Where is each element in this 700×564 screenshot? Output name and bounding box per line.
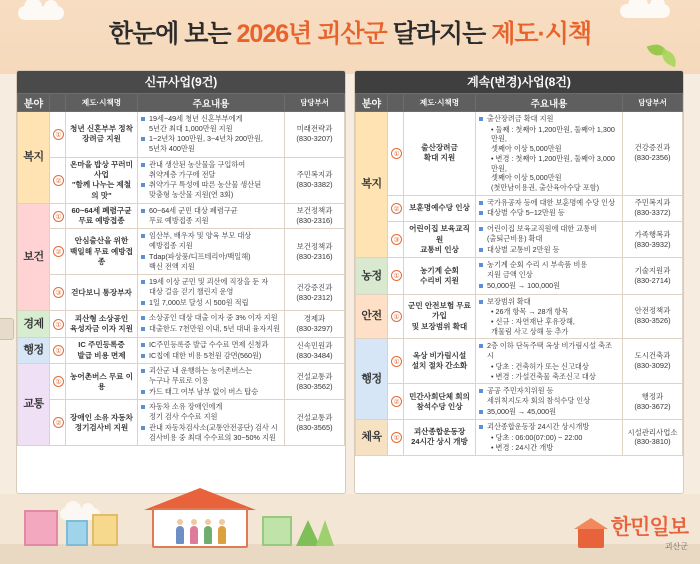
program-detail: IC주민등록증 발급 수수료 면제 신청과 [141, 340, 281, 350]
dept-line: (830-3372) [634, 208, 671, 218]
program-detail: • 당초 : 건축허가 또는 신고대상 [491, 361, 589, 371]
program-dept [623, 294, 683, 339]
row-number: ① [50, 337, 66, 363]
panel-heading-continuing: 계속(변경)사업(8건) [355, 71, 683, 93]
title-highlight1: 2026년 괴산군 [236, 20, 387, 48]
row-number: ① [50, 364, 66, 400]
row-number: ① [50, 311, 66, 337]
table-row [18, 275, 345, 311]
dept-line: 행정과 [641, 391, 664, 401]
program-dept [285, 275, 345, 311]
dept-line: 신속민원과 [296, 340, 333, 350]
column-header-dept: 담당부서 [285, 94, 345, 112]
column-header-field: 분야 [18, 94, 50, 112]
table-row [356, 195, 683, 221]
publisher-logo [611, 511, 688, 552]
row-number: ③ [50, 275, 66, 311]
house-roof-icon [144, 488, 256, 510]
dept-line: 건설교통과 [296, 412, 333, 422]
field-cell: 행정 [356, 339, 388, 420]
dept-line: 건강증진과 [634, 143, 671, 153]
table-header-row [18, 94, 345, 112]
program-name: 보훈명예수당 인상 [404, 195, 476, 221]
table-row [18, 337, 345, 363]
table-row [356, 384, 683, 420]
dept-line: (830-3207) [296, 134, 333, 144]
dept-line: (830-3672) [634, 401, 671, 411]
dept-line: (830-2714) [634, 275, 671, 285]
program-detail: 공공 주민자치위원 등 세위칙지도자 회의 참석수당 인상 [479, 386, 619, 405]
table-continuing-programs [355, 93, 683, 456]
program-dept [285, 311, 345, 337]
program-dept [285, 337, 345, 363]
person-icon [190, 526, 198, 544]
dept-line: (830-3484) [296, 350, 333, 360]
program-name: 군민 안전보험 무료가입 및 보장범위 확대 [404, 294, 476, 339]
column-header-name: 제도·시책명 [404, 94, 476, 112]
field-cell: 경제 [18, 311, 50, 337]
program-dept [623, 384, 683, 420]
row-number: ① [388, 112, 404, 196]
table-row [356, 222, 683, 258]
program-name: 옥상 비가림시설 설치 절차 간소화 [404, 339, 476, 384]
building-icon [262, 516, 292, 546]
row-number: ① [388, 294, 404, 339]
table-row [356, 112, 683, 196]
building-icon [24, 510, 58, 546]
program-detail: 2층 이하 단독주택 옥상 비가림시설 축조 시 [479, 341, 619, 360]
page-title [0, 14, 700, 50]
program-name: 장애인 소유 자동차 정기검사비 지원 [66, 400, 138, 446]
program-detail: 소상공인 대상 대출 이자 중 3% 이자 지원 [141, 313, 281, 323]
table-row [356, 294, 683, 339]
program-name: 민간사회단체 회의 참석수당 인상 [404, 384, 476, 420]
program-name: 농어촌버스 무료 이용 [66, 364, 138, 400]
program-detail: 임산부, 배우자 및 양육 부모 대상 예방접종 지원 [141, 231, 281, 250]
table-row [18, 311, 345, 337]
title-highlight2: 제도·시책 [491, 20, 592, 48]
dept-line: 보건정책과 [296, 241, 333, 251]
program-detail: 19세 이상 군민 및 괴산에 직장을 둔 자 대상 걸음 걷기 챌린지 운영 [141, 277, 281, 296]
dept-line: (830-3526) [634, 316, 671, 326]
dept-line: (830-3810) [634, 437, 671, 447]
program-detail: • 신규 : 자연재난 후유장해, 개물림 사고 상해 등 추가 [491, 316, 575, 336]
program-name: 안심출산을 위한 백일해 무료 예방접종 [66, 229, 138, 275]
row-number: ① [388, 339, 404, 384]
program-dept [285, 112, 345, 158]
field-cell: 복지 [18, 112, 50, 204]
program-detail: 국가유공자 등에 대한 보훈명예 수당 인상 [479, 198, 619, 208]
program-dept [285, 203, 345, 229]
dept-line: (830-2356) [634, 153, 671, 163]
row-number: ② [388, 195, 404, 221]
program-detail: • 둘째 : 첫째아 1,200만원, 둘째아 1,300만원, 셋째아 이상 5,000만원 [491, 124, 615, 154]
logo-name: 한민일보 [610, 516, 688, 539]
program-main [138, 229, 285, 275]
program-main [138, 275, 285, 311]
side-tab-decoration [0, 318, 14, 340]
column-header-number [388, 94, 404, 112]
program-main [138, 157, 285, 203]
program-main [476, 294, 623, 339]
field-cell: 복지 [356, 112, 388, 258]
panel-heading-new: 신규사업(9건) [17, 71, 345, 93]
program-dept [623, 258, 683, 294]
program-name: IC 주민등록증 발급 비용 면제 [66, 337, 138, 363]
column-header-main: 주요내용 [476, 94, 623, 112]
dept-line: 보건정책과 [296, 206, 333, 216]
table-row [18, 364, 345, 400]
dept-line: (830-3092) [634, 361, 671, 371]
row-number: ② [50, 400, 66, 446]
title-part2: 달라지는 [386, 20, 492, 48]
program-detail: 출산장려금 확대 지원 [479, 114, 619, 124]
program-detail: 자동차 소유 장애인에게 정기 검사 수수료 지원 [141, 402, 281, 421]
title-part1: 한눈에 보는 [108, 20, 237, 48]
program-name: 괴산형 소상공인 육성자금 이자 지원 [66, 311, 138, 337]
program-main [138, 112, 285, 158]
program-main [476, 384, 623, 420]
column-header-number [50, 94, 66, 112]
dept-line: 건강증진과 [296, 282, 333, 292]
field-cell: 농정 [356, 258, 388, 294]
table-row [356, 258, 683, 294]
program-detail: 관내 자동차검사소(교통안전공단) 검사 시 검사비용 중 최대 수수료의 30~50% 지원 [141, 423, 281, 442]
program-name: 걷다보니 통장부자 [66, 275, 138, 311]
field-cell: 안전 [356, 294, 388, 339]
program-detail: 카드 태그 여부 남부 없이 버스 탑승 [141, 387, 281, 397]
tree-icon [316, 520, 334, 546]
field-cell: 교통 [18, 364, 50, 446]
program-main [138, 364, 285, 400]
table-row [18, 112, 345, 158]
dept-line: 기술지원과 [634, 265, 671, 275]
program-detail: IC칩에 대한 비용 5천원 감면(560원) [141, 351, 281, 361]
program-detail: • 26개 항목 → 28개 항목 [491, 307, 569, 317]
program-detail: 대상별 수당 5~12만원 등 [479, 208, 619, 218]
person-icon [218, 526, 226, 544]
program-main [476, 195, 623, 221]
program-dept [623, 420, 683, 455]
program-detail: 대상별 교통비 2만원 등 [479, 245, 619, 255]
dept-line: (830-3565) [296, 422, 333, 432]
table-row [18, 203, 345, 229]
person-icon [204, 526, 212, 544]
program-main [138, 203, 285, 229]
program-detail: 50,000원 → 100,000원 [479, 281, 619, 291]
program-main [476, 339, 623, 384]
dept-line: 경제과 [303, 314, 326, 324]
dept-line: (830-3562) [296, 381, 333, 391]
program-detail: • 변경 : 24시간 개방 [491, 442, 554, 452]
building-icon [92, 514, 118, 546]
program-main [476, 258, 623, 294]
program-dept [623, 112, 683, 196]
row-number: ① [50, 203, 66, 229]
table-new-programs [17, 93, 345, 446]
row-number: ② [388, 384, 404, 420]
dept-line: (830-3932) [634, 239, 671, 249]
program-detail: 괴산군 내 운행하는 농어촌버스는 누구나 무료로 이용 [141, 366, 281, 385]
program-detail: 60~64세 군민 대상 폐렴구균 무료 예방접종 지원 [141, 206, 281, 225]
program-dept [285, 229, 345, 275]
row-number: ① [50, 112, 66, 158]
row-number: ② [50, 229, 66, 275]
dept-line: 건설교통과 [296, 371, 333, 381]
program-name: 괴산종합운동장 24시간 상시 개방 [404, 420, 476, 455]
program-main [138, 311, 285, 337]
dept-line: 시설관리사업소 [627, 427, 678, 437]
program-detail: • 변경 : 첫째아 1,200만원, 둘째아 3,000만원, 셋째아 이상 5,000만원 (첫만남이용권, 출산육아수당 포함) [491, 153, 615, 193]
program-detail: 어린이집 보육교직원에 대한 교통비 (출퇴근비용) 확대 [479, 224, 619, 243]
dept-line: 주민복지과 [634, 198, 671, 208]
table-row [356, 420, 683, 455]
dept-line: (830-2316) [296, 216, 333, 226]
dept-line: (830-3297) [296, 324, 333, 334]
table-row [356, 339, 683, 384]
program-dept [285, 400, 345, 446]
program-detail: 1일 7,000보 달성 시 500원 적립 [141, 298, 281, 308]
table-row [18, 400, 345, 446]
row-number: ① [388, 258, 404, 294]
program-name: 농기계 순회 수리비 지원 [404, 258, 476, 294]
program-name: 온마을 밥상 꾸러미 사업 "함께 나누는 제철의 맛" [66, 157, 138, 203]
person-icon [176, 526, 184, 544]
program-dept [623, 339, 683, 384]
table-row [18, 229, 345, 275]
program-name: 출산장려금 확대 지원 [404, 112, 476, 196]
program-detail: 보장범위 확대 [479, 297, 619, 307]
row-number: ③ [388, 222, 404, 258]
dept-line: 도시건축과 [634, 351, 671, 361]
table-header-row [356, 94, 683, 112]
column-header-main: 주요내용 [138, 94, 285, 112]
program-detail: Tdap(파상풍/디프테리아/백일해) 백신 전액 지원 [141, 252, 281, 271]
program-dept [623, 195, 683, 221]
program-detail: • 변경 : 가설건축물 축조신고 대상 [491, 371, 596, 381]
program-detail: 관내 생산된 농산물을 구입하여 취약계층 가구에 전달 [141, 160, 281, 179]
program-main [476, 112, 623, 196]
dept-line: (830-2316) [296, 251, 333, 261]
program-name: 어린이집 보육교직원 교통비 인상 [404, 222, 476, 258]
column-header-name: 제도·시책명 [66, 94, 138, 112]
house-icon [152, 508, 248, 548]
field-cell: 행정 [18, 337, 50, 363]
column-header-field: 분야 [356, 94, 388, 112]
table-row [18, 157, 345, 203]
dept-line: 안전정책과 [634, 306, 671, 316]
panel-new-programs [16, 70, 346, 494]
program-detail: 19세~49세 청년 신혼부부에게 5년간 최대 1,000만원 지원 [141, 114, 281, 133]
dept-line: 가족행복과 [634, 229, 671, 239]
program-name: 60~64세 폐렴구균 무료 예방접종 [66, 203, 138, 229]
program-detail: 취약가구 특성에 따른 농산물 생산된 맞춤형 농산물 지원(연 3회) [141, 180, 281, 199]
building-icon [66, 520, 88, 546]
program-detail: • 당초 : 06:00(07:00) ~ 22:00 [491, 433, 583, 443]
row-number: ① [388, 420, 404, 455]
dept-line: 주민복지과 [296, 170, 333, 180]
field-cell: 보건 [18, 203, 50, 311]
dept-line: (830-2312) [296, 292, 333, 302]
panel-continuing-programs [354, 70, 684, 494]
program-main [476, 222, 623, 258]
program-main [138, 337, 285, 363]
program-detail: 농기계 순회 수리 시 부속품 비용 지원 금액 인상 [479, 260, 619, 279]
program-dept [285, 364, 345, 400]
program-detail: 괴산종합운동장 24시간 상시개방 [479, 422, 619, 432]
field-cell: 체육 [356, 420, 388, 455]
program-detail: 대출한도 7천만원 이내, 5년 대내 융자지원 [141, 324, 281, 334]
program-detail: 35,000원 → 45,000원 [479, 407, 619, 417]
program-name: 청년 신혼부부 정착 장려금 지원 [66, 112, 138, 158]
column-header-dept: 담당부서 [623, 94, 683, 112]
row-number: ② [50, 157, 66, 203]
logo-subtitle: 괴산군 [664, 542, 688, 551]
program-dept [285, 157, 345, 203]
program-detail: 1~2년차 100만원, 3~4년차 200만원, 5년차 400만원 [141, 134, 281, 153]
program-main [476, 420, 623, 455]
program-dept [623, 222, 683, 258]
program-main [138, 400, 285, 446]
logo-house-icon [578, 528, 604, 548]
dept-line: 미래전략과 [296, 124, 333, 134]
dept-line: (830-3382) [296, 180, 333, 190]
